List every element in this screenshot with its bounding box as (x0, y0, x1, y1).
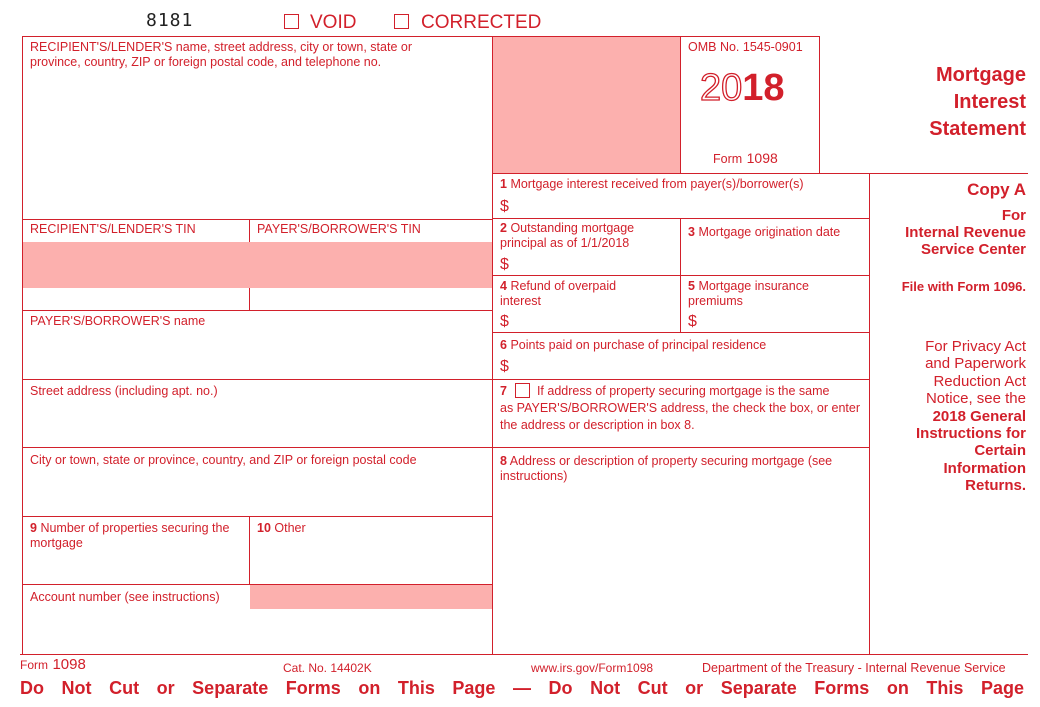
copy-file-with: File with Form 1096. (901, 279, 1026, 294)
instr-2: Instructions for (915, 425, 1026, 443)
form-number: 1098 (746, 150, 778, 166)
box3-text: Mortgage origination date (698, 225, 841, 239)
box4-dollar: $ (500, 313, 509, 330)
box4-number: 4 (500, 279, 507, 293)
box6-label (500, 338, 766, 353)
form-code: 8181 (146, 10, 194, 31)
box10-number: 10 (257, 521, 271, 535)
box6-number: 6 (500, 338, 507, 352)
footer-cat-no: Cat. No. 14402K (283, 661, 372, 675)
box2-text-2: principal as of 1/1/2018 (500, 236, 630, 250)
box9-number: 9 (30, 521, 37, 535)
omb-number: OMB No. 1545-0901 (688, 40, 803, 54)
box1-text: Mortgage interest received from payer(s)/borrower(s) (510, 177, 804, 191)
privacy-2: and Paperwork (925, 355, 1026, 373)
box8-label (500, 454, 832, 484)
tax-year-light: 20 (700, 67, 743, 109)
shaded-area-tin (23, 242, 492, 288)
privacy-1: For Privacy Act (925, 338, 1026, 355)
box1-dollar: $ (500, 198, 509, 215)
box3-number: 3 (688, 225, 695, 239)
tax-year (700, 66, 785, 110)
footer-form-prefix: Form (20, 658, 48, 672)
box5-text-1: Mortgage insurance (698, 279, 809, 293)
instr-5: Returns. (965, 477, 1026, 495)
privacy-4: Notice, see the (925, 390, 1026, 408)
recipient-name-field[interactable] (30, 40, 490, 70)
recipient-name-label-1: RECIPIENT'S/LENDER'S name, street address, city or town, state or (30, 40, 412, 54)
recipient-tin-label: RECIPIENT'S/LENDER'S TIN (30, 222, 196, 236)
box8-text-1: Address or description of property securing mortgage (see (509, 454, 833, 468)
copy-irs-2: Service Center (920, 241, 1026, 258)
box2-number: 2 (500, 221, 507, 235)
box3-label (688, 225, 840, 240)
footer-warning: Do Not Cut or Separate Forms on This Page — Do Not Cut or Separate Forms on This Page (20, 678, 1024, 698)
instr-1: 2018 General (932, 407, 1026, 425)
box9-text-2: mortgage (30, 536, 83, 550)
corrected-label: CORRECTED (421, 12, 542, 33)
box2-label (500, 221, 634, 251)
box8-text-2: instructions) (500, 469, 568, 483)
box7-label (500, 383, 868, 434)
city-label: City or town, state or province, country, and ZIP or foreign postal code (30, 453, 417, 467)
form-title (830, 62, 1026, 143)
box4-text-1: Refund of overpaid (510, 279, 617, 293)
void-label: VOID (310, 12, 357, 33)
box10-text: Other (274, 521, 306, 535)
corrected-checkbox[interactable] (394, 14, 409, 29)
box5-dollar: $ (688, 313, 697, 330)
payer-name-label: PAYER'S/BORROWER'S name (30, 314, 206, 328)
form-prefix: Form (713, 152, 743, 166)
box5-label (688, 279, 809, 309)
recipient-name-label-2: province, country, ZIP or foreign postal code, and telephone no. (30, 55, 382, 69)
box1-label (500, 177, 804, 192)
privacy-3: Reduction Act (933, 372, 1026, 390)
box2-text-1: Outstanding mortgage (510, 221, 635, 235)
box5-number: 5 (688, 279, 695, 293)
box4-text-2: interest (500, 294, 541, 308)
box5-text-2: premiums (688, 294, 743, 308)
box6-text: Points paid on purchase of principal residence (510, 338, 767, 352)
footer-form-id (20, 656, 86, 674)
copy-for: For (1001, 207, 1026, 224)
box2-dollar: $ (500, 256, 509, 273)
shaded-area-account (250, 585, 492, 609)
box7-text-2: as PAYER'S/BORROWER'S address, the check the box, or enter (500, 401, 861, 415)
box6-dollar: $ (500, 358, 509, 375)
box7-number: 7 (500, 384, 507, 398)
box1-number: 1 (500, 177, 507, 191)
title-line-3: Statement (929, 118, 1026, 140)
box7-text-1: If address of property securing mortgage is the same (536, 384, 830, 398)
void-checkbox[interactable] (284, 14, 299, 29)
box9-label (30, 521, 248, 551)
street-address-label: Street address (including apt. no.) (30, 384, 218, 398)
copy-heading: Copy A (967, 180, 1026, 199)
title-line-2: Interest (953, 91, 1026, 113)
box8-number: 8 (500, 454, 507, 468)
copy-column (872, 180, 1026, 495)
copy-irs-1: Internal Revenue (905, 224, 1026, 241)
account-number-label: Account number (see instructions) (30, 590, 220, 604)
box7-checkbox[interactable] (515, 383, 530, 398)
payer-tin-label: PAYER'S/BORROWER'S TIN (257, 222, 421, 236)
footer-form-number: 1098 (52, 656, 86, 673)
box4-label (500, 279, 616, 309)
form-label (713, 150, 778, 168)
footer-dept: Department of the Treasury - Internal Revenue Service (702, 661, 1006, 675)
title-line-1: Mortgage (936, 64, 1026, 86)
tax-year-bold: 18 (742, 67, 785, 109)
shaded-area-top (493, 37, 680, 173)
instr-3: Certain (974, 442, 1026, 460)
box9-text-1: Number of properties securing the (40, 521, 230, 535)
box10-label (257, 521, 306, 536)
footer-url: www.irs.gov/Form1098 (531, 661, 654, 675)
instr-4: Information (943, 459, 1026, 477)
box7-text-3: the address or description in box 8. (500, 418, 695, 432)
